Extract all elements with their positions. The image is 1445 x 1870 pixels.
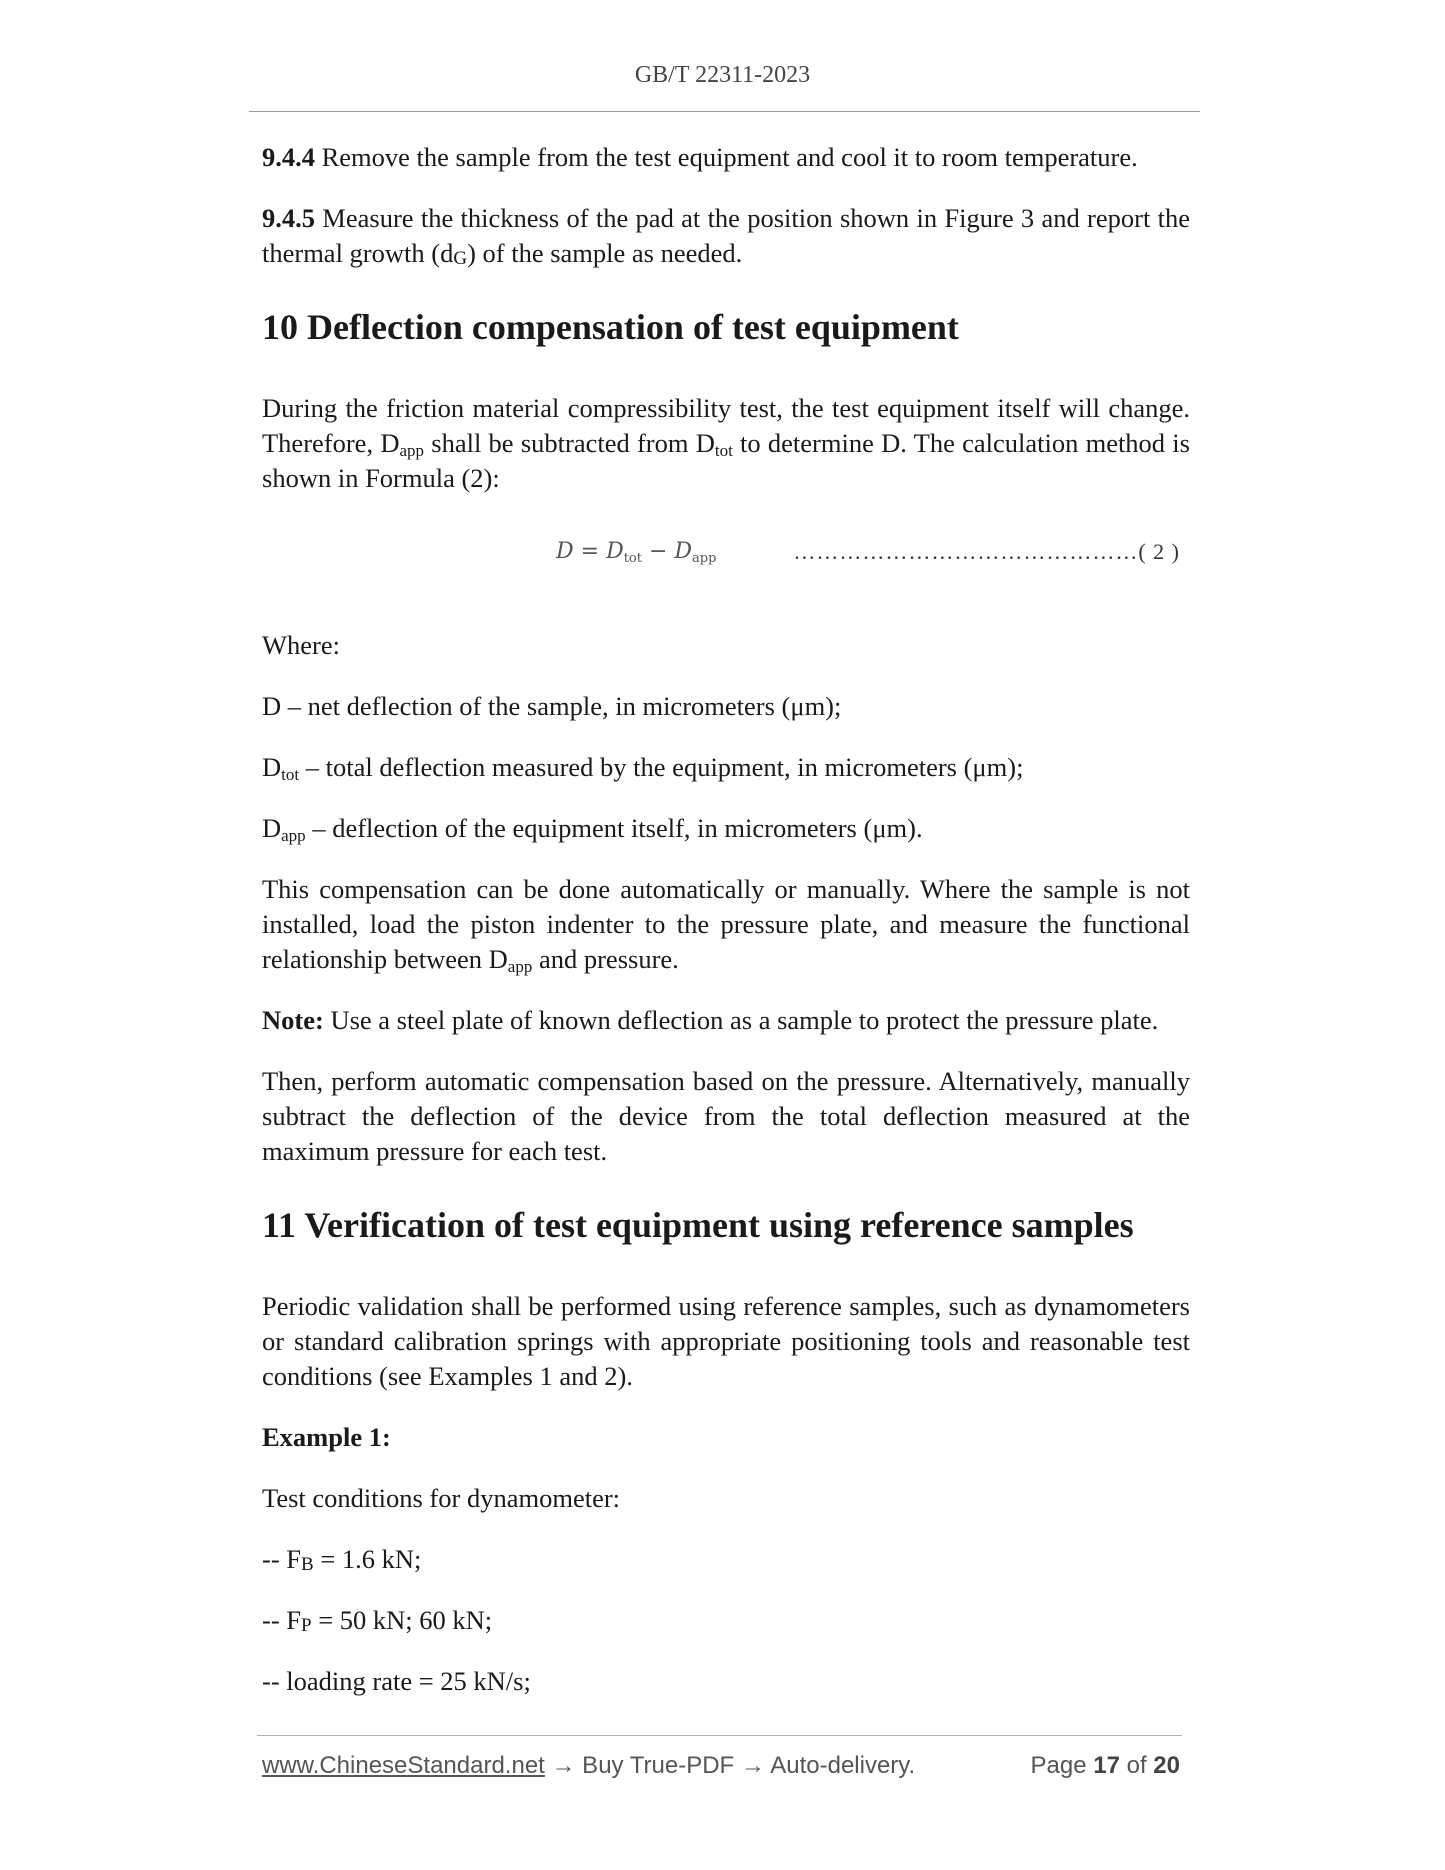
- page-of: of: [1119, 1752, 1154, 1779]
- subscript: app: [399, 441, 425, 460]
- condition-fp: [262, 1603, 1190, 1638]
- clause-number: 9.4.5: [262, 203, 315, 233]
- formula-term: D: [606, 539, 624, 564]
- subscript: app: [281, 826, 306, 845]
- clause-text: ) of the sample as needed.: [467, 238, 743, 268]
- note-paragraph: [262, 1003, 1190, 1038]
- text: – total deflection measured by the equipment, in micrometers (μm);: [299, 752, 1024, 782]
- formula-expression: [556, 534, 716, 576]
- text: shall be subtracted from D: [424, 428, 715, 458]
- example-title: Example 1:: [262, 1422, 391, 1452]
- page-content: [262, 140, 1190, 1725]
- subscript: app: [692, 551, 717, 566]
- definition-d: D – net deflection of the sample, in micrometers (μm);: [262, 691, 842, 721]
- formula-number: ………………………………………( 2 ): [793, 539, 1180, 564]
- clause-text: Remove the sample from the test equipment and cool it to room temperature.: [315, 142, 1138, 172]
- text: – deflection of the equipment itself, in micrometers (μm).: [305, 813, 923, 843]
- site-link[interactable]: www.ChineseStandard.net: [262, 1752, 545, 1779]
- page-number: 17: [1093, 1752, 1120, 1779]
- definition-dapp: [262, 811, 1190, 846]
- conditions-label: Test conditions for dynamometer:: [262, 1483, 621, 1513]
- clause-9-4-5: [262, 201, 1190, 271]
- header-divider: [249, 111, 1200, 112]
- text: Use a steel plate of known deflection as a sample to protect the pressure plate.: [323, 1005, 1159, 1035]
- text: During the friction material compressibility test, the test equipment itself will change. Therefore, D: [262, 393, 1190, 458]
- section-heading-11: 11 Verification of test equipment using reference samples: [262, 1205, 1134, 1245]
- formula-operator: −: [641, 539, 675, 564]
- intro-paragraph: [262, 391, 1190, 496]
- text: to determine D. The calculation method is shown in Formula (2):: [262, 428, 1190, 493]
- note-label: Note:: [262, 1005, 324, 1035]
- compensation-paragraph: [262, 872, 1190, 977]
- subscript: P: [301, 1615, 312, 1636]
- definition-dtot: [262, 750, 1190, 785]
- page-counter: [1031, 1752, 1180, 1780]
- condition-loading-rate: -- loading rate = 25 kN/s;: [262, 1666, 531, 1696]
- then-paragraph: Then, perform automatic compensation based on the pressure. Alternatively, manually subtract the deflection of the device from the total deflection measured at the maximum pressure for each test.: [262, 1066, 1190, 1166]
- subscript: tot: [623, 551, 642, 566]
- formula-term: D: [556, 539, 574, 564]
- page-total: 20: [1153, 1752, 1180, 1779]
- periodic-paragraph: Periodic validation shall be performed using reference samples, such as dynamometers or standard calibration springs with appropriate positioning tools and reasonable test conditions (see Examples 1 and 2).: [262, 1291, 1190, 1391]
- text: = 50 kN; 60 kN;: [311, 1605, 493, 1635]
- section-heading-10: 10 Deflection compensation of test equipment: [262, 307, 959, 347]
- subscript: tot: [281, 765, 300, 784]
- text: This compensation can be done automatically or manually. Where the sample is not installed, load the piston indenter to the pressure plate, and measure the functional relationship between D: [262, 874, 1190, 974]
- subscript: G: [453, 248, 468, 269]
- formula-2: [262, 524, 1190, 596]
- symbol: D: [262, 752, 282, 782]
- page-label: Page: [1030, 1752, 1094, 1779]
- text: = 1.6 kN;: [313, 1544, 422, 1574]
- clause-9-4-4: [262, 140, 1190, 175]
- formula-operator: =: [573, 539, 607, 564]
- subscript: B: [301, 1554, 314, 1575]
- footer-divider: [257, 1735, 1182, 1736]
- footer-text: → Buy True-PDF → Auto-delivery.: [544, 1752, 916, 1779]
- clause-number: 9.4.4: [262, 142, 315, 172]
- clause-text: Measure the thickness of the pad at the position shown in Figure 3 and report the thermal growth (d: [262, 203, 1190, 268]
- text: and pressure.: [532, 944, 679, 974]
- symbol: D: [262, 813, 282, 843]
- formula-term: D: [674, 539, 693, 564]
- text: -- F: [262, 1544, 302, 1574]
- document-header: GB/T 22311-2023: [634, 62, 811, 88]
- subscript: tot: [714, 441, 733, 460]
- page-footer: [262, 1752, 1190, 1780]
- where-label: Where:: [262, 630, 340, 660]
- text: -- F: [262, 1605, 302, 1635]
- example-1-label: [262, 1420, 1190, 1455]
- condition-fb: [262, 1542, 1190, 1577]
- subscript: app: [507, 957, 533, 976]
